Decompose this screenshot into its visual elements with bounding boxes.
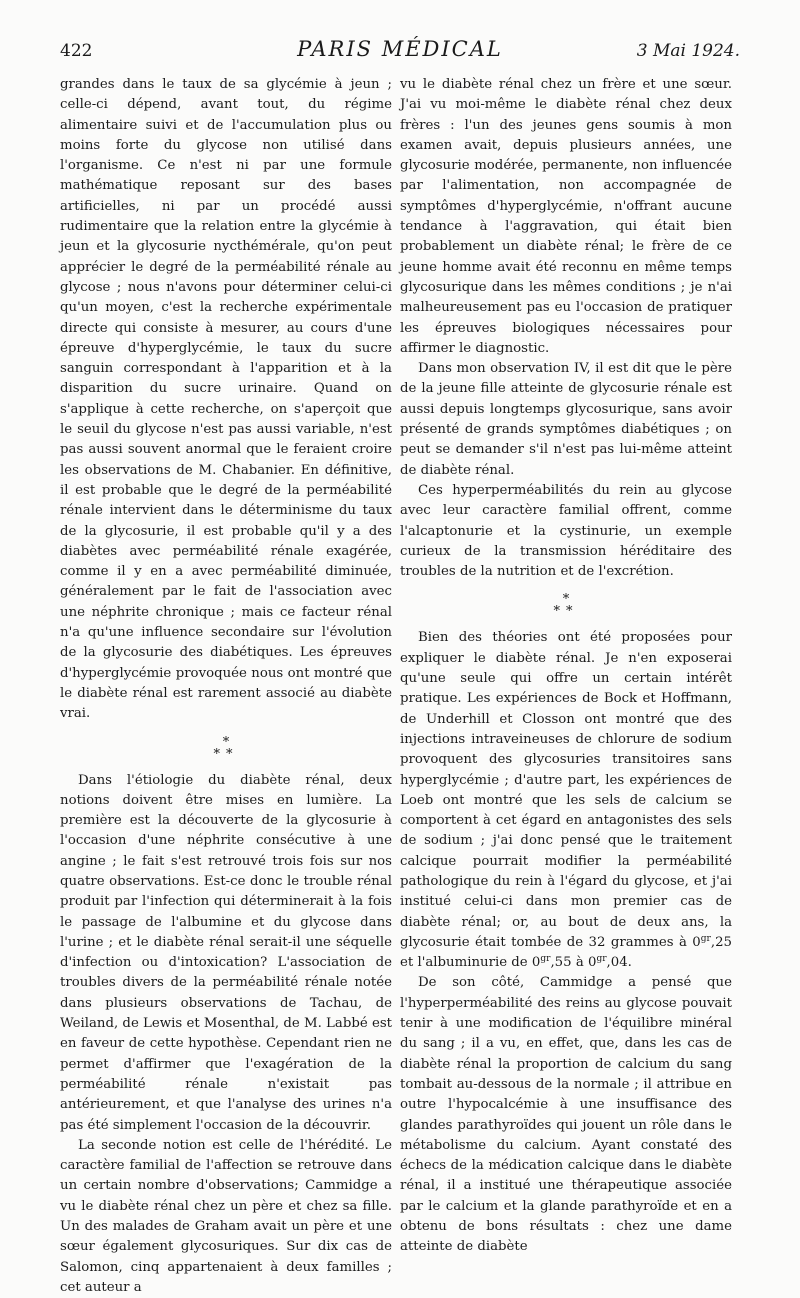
paragraph: vu le diabète rénal chez un frère et une sœur. J'ai vu moi-même le diabète rénal chez deux frères : l'un des jeunes gens soumis à mon examen avait, depuis plusieurs années, une glycosurie modérée, permanente, non influencée par l'alimentation, non accompagnée de symptômes d'hyperglycémie, n'offrant aucune tendance à l'aggravation, qui était bien probablement un diabète rénal; le frère de ce jeune homme avait été reconnu en même temps glycosurique dans les mêmes conditions ; je n'ai malheureusement pas eu l'occasion de pratiquer les épreuves biologiques nécessaires pour affirmer le diagnostic. [400,77,732,356]
issue-date: 3 Mai 1924. [636,41,740,61]
paragraph: Dans mon observation IV, il est dit que le père de la jeune fille atteinte de glycosurie rénale est aussi depuis longtemps glycosurique, sans avoir présenté de grands symptômes diabétiques ; on peut se demander s'il n'est pas lui-même atteint de diabète rénal. [400,361,732,478]
left-column [60,75,392,1298]
unit-superscript: gr [540,954,551,965]
paragraph: De son côté, Cammidge a pensé que l'hyperperméabilité des reins au glycose pouvait tenir à une modification de l'équilibre minéral du sang ; il a vu, en effet, que, dans les cas de diabète rénal la proportion de calcium du sang tombait au-dessous de la normale ; il attribue en outre l'hypocalcémie à une insuffisance des glandes parathyroïdes qui jouent un rôle dans le métabolisme du calcium. Ayant constaté des échecs de la médication calcique dans le diabète rénal, il a institué une thérapeutique associée par le calcium et la glande parathyroïde et en a obtenu de bons résultats : chez une dame atteinte de diabète [400,975,732,1255]
section-separator: * ** [213,734,239,762]
section-separator: * ** [553,592,579,620]
paragraph: Bien des théories ont été proposées pour expliquer le diabète rénal. Je n'en exposerai qu'une seule qui offre un certain intérêt pratique. Les expériences de Bock et Hoffmann, de Underhill et Closson ont montré que des injections intraveineuses de chlorure de sodium provoquent des glycosuries transitoires sans hyperglycémie ; d'autre part, les expériences de Loeb ont montré que les sels de calcium se comportent à cet égard en antagonistes des sels de sodium ; j'ai donc pensé que le traitement calcique pourrait modifier la perméabilité pathologique du rein à l'égard du glycose, et j'ai institué celui-ci dans mon premier cas de diabète rénal; or, au bout de deux ans, la glycosurie était tombée de 32 grammes à $0^{gr},25$ et l'albuminurie de $0^{gr},55$ à $0^{gr},04$. [400,630,732,971]
paragraph: grandes dans le taux de sa glycémie à jeun ; celle-ci dépend, avant tout, du régime alimentaire suivi et de l'accumulation plus ou moins forte du glycose non utilisé dans l'organisme. Ce n'est ni par une formule mathématique reposant sur des bases artificielles, ni par un procédé aussi rudimentaire que la relation entre la glycémie à jeun et la glycosurie nycthémérale, qu'on peut apprécier le degré de la perméabilité rénale au glycose ; nous n'avons pour déterminer celui-ci qu'un moyen, c'est la recherche expérimentale directe qui consiste à mesurer, au cours d'une épreuve d'hyperglycémie, le taux du sucre sanguin correspondant à l'apparition et à la disparition du sucre urinaire. Quand on s'applique à cette recherche, on s'aperçoit que le seuil du glycose n'est pas aussi variable, n'est pas aussi souvent anormal que le feraient croire les observations de M. Chabanier. En définitive, il est probable que le degré de la perméabilité rénale intervient dans le déterminisme du taux de la glycosurie, il est probable qu'il y a des diabètes avec perméabilité rénale exagérée, comme il y en a avec perméabilité diminuée, généralement par le fait de l'association avec une néphrite chronique ; mais ce facteur rénal n'a qu'une influence secondaire sur l'évolution de la glycosurie des diabétiques. Les épreuves d'hyperglycémie provoquée nous ont montré que le diabète rénal est rarement associé au diabète vrai. [60,77,392,722]
paragraph: Dans l'étiologie du diabète rénal, deux notions doivent être mises en lumière. La première est la découverte de la glycosurie à l'occasion d'une néphrite consécutive à une angine ; le fait s'est retrouvé trois fois sur nos quatre observations. Est-ce donc le trouble rénal produit par l'infection qui déterminerait à la fois le passage de l'albumine et du glycose dans l'urine ; et le diabète rénal serait-il une séquelle d'infection ou d'intoxication? L'association de troubles divers de la perméabilité rénale notée dans plusieurs observations de Tachau, de Weiland, de Lewis et Mosenthal, de M. Labbé est en faveur de cette hypothèse. Cependant rien ne permet d'affirmer que l'exagération de la perméabilité rénale n'existait pas antérieurement, et que l'analyse des urines n'a pas été simplement l'occasion de la découvrir. [60,772,392,1133]
unit-superscript: gr [700,933,711,944]
page-header [60,37,740,67]
paragraph: Ces hyperperméabilités du rein au glycose avec leur caractère familial offrent, comme l'alcaptonurie et la cystinurie, un exemple curieux de la transmission héréditaire des troubles de la nutrition et de l'excrétion. [400,482,732,580]
right-column [400,75,732,1258]
page-number: 422 [60,41,93,61]
unit-superscript: gr [596,954,607,965]
paragraph: La seconde notion est celle de l'hérédité. Le caractère familial de l'affection se retrouve dans un certain nombre d'observations; Cammidge a vu le diabète rénal chez un père et chez sa fille. Un des malades de Graham avait un père et une sœur également glycosuriques. Sur dix cas de Salomon, cinq appartenaient à deux familles ; cet auteur a [60,1137,392,1295]
journal-title: PARIS MÉDICAL [297,37,503,61]
